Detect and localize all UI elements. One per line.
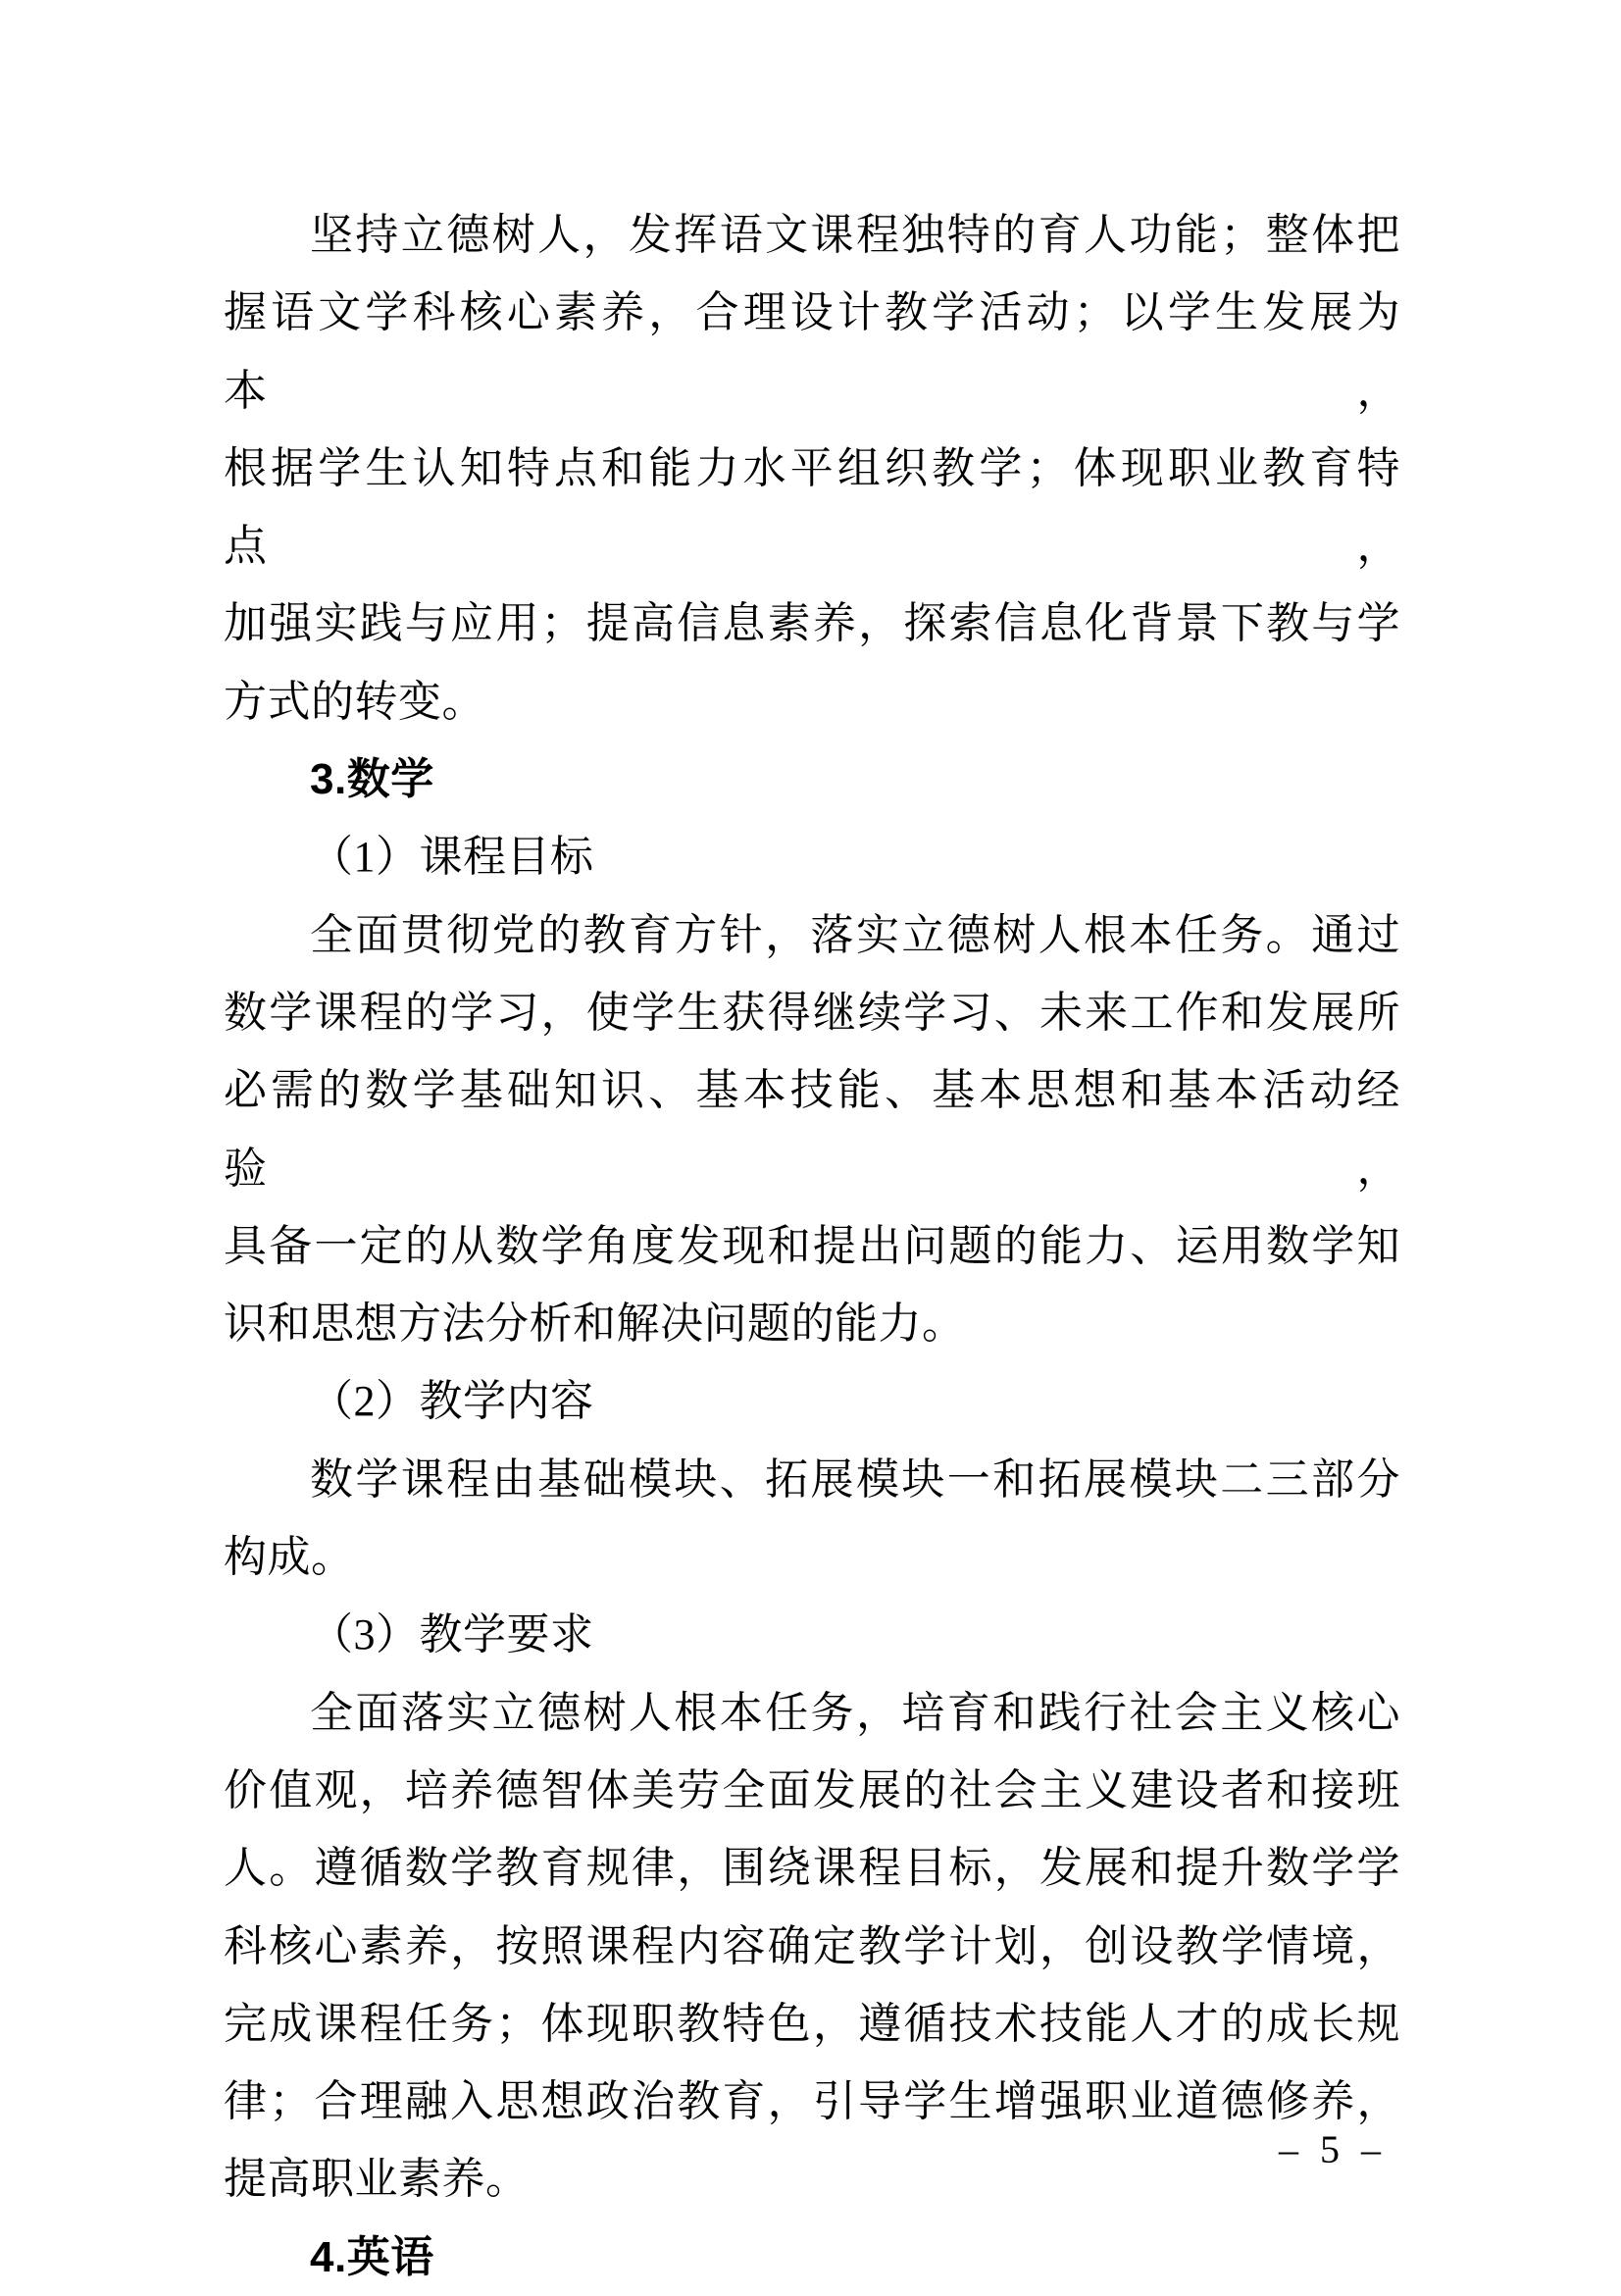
paragraph-line: 握语文学科核心素养，合理设计教学活动；以学生发展为本，: [224, 288, 1400, 415]
paragraph-line: 数学课程的学习，使学生获得继续学习、未来工作和发展所: [224, 988, 1400, 1037]
section-heading: 3.数学: [310, 755, 434, 804]
paragraph-line: 价值观，培养德智体美劳全面发展的社会主义建设者和接班: [224, 1765, 1400, 1814]
page-number: – 5 –: [1279, 2127, 1383, 2171]
subsection-heading: （2）教学内容: [310, 1377, 594, 1426]
paragraph-line: 加强实践与应用；提高信息素养，探索信息化背景下教与学: [224, 599, 1400, 648]
section-heading: 4.英语: [310, 2232, 434, 2281]
paragraph-line: 科核心素养，按照课程内容确定教学计划，创设教学情境，: [224, 1921, 1400, 1970]
paragraph-line: 坚持立德树人，发挥语文课程独特的育人功能；整体把: [310, 211, 1400, 259]
paragraph-line: 方式的转变。: [224, 677, 485, 726]
paragraph-line: 全面落实立德树人根本任务，培育和践行社会主义核心: [310, 1688, 1400, 1737]
document-body-text: [224, 196, 1400, 2296]
paragraph-line: 完成课程任务；体现职教特色，遵循技术技能人才的成长规: [224, 1999, 1400, 2048]
paragraph-line: 构成。: [224, 1533, 355, 1582]
subsection-heading: （3）教学要求: [310, 1610, 594, 1659]
paragraph-line: 数学课程由基础模块、拓展模块一和拓展模块二三部分: [310, 1454, 1400, 1504]
paragraph-line: 全面贯彻党的教育方针，落实立德树人根本任务。通过: [310, 910, 1400, 959]
paragraph-line: 识和思想方法分析和解决问题的能力。: [224, 1300, 966, 1349]
paragraph-line: 具备一定的从数学角度发现和提出问题的能力、运用数学知: [224, 1221, 1400, 1270]
paragraph-line: 提高职业素养。: [224, 2155, 530, 2204]
paragraph-line: 律；合理融入思想政治教育，引导学生增强职业道德修养，: [224, 2077, 1400, 2126]
paragraph-line: 根据学生认知特点和能力水平组织教学；体现职业教育特点，: [224, 443, 1400, 571]
paragraph-line: 人。遵循数学教育规律，围绕课程目标，发展和提升数学学: [224, 1844, 1400, 1893]
paragraph-line: 必需的数学基础知识、基本技能、基本思想和基本活动经验，: [224, 1066, 1400, 1193]
subsection-heading: （1）课程目标: [310, 833, 594, 882]
